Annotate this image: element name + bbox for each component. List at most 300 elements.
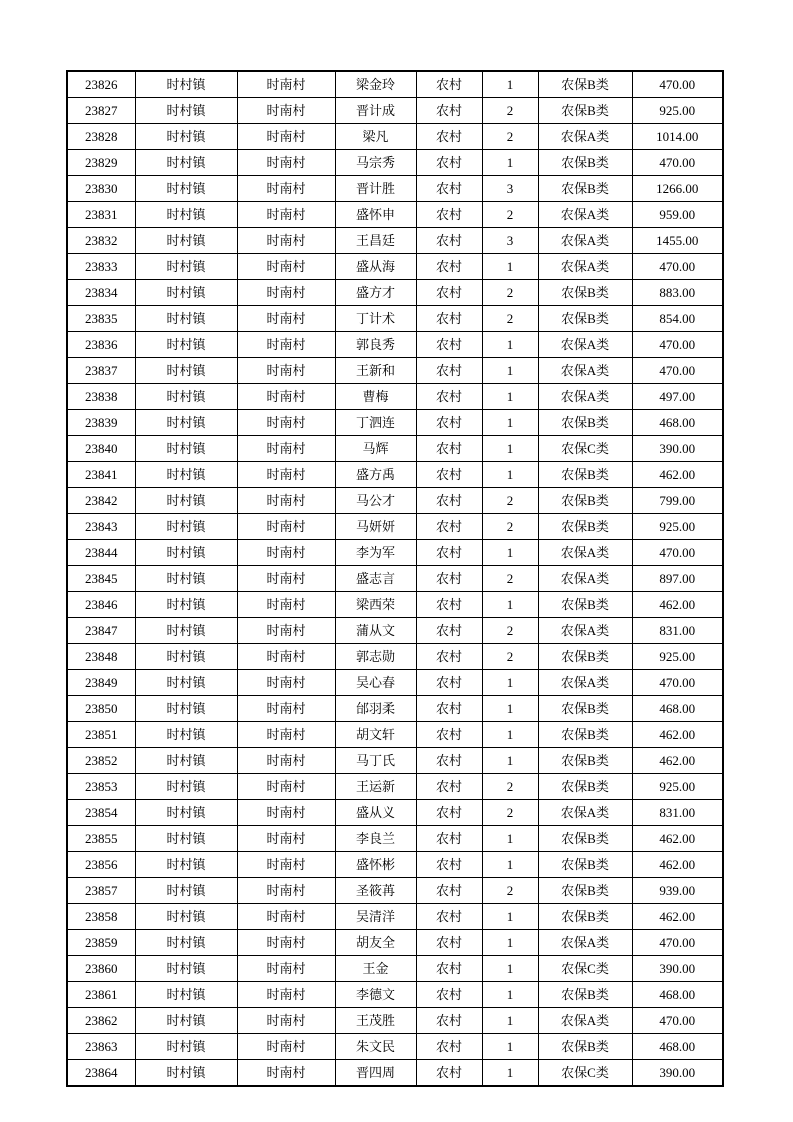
cell-town: 时村镇 — [135, 71, 237, 98]
cell-village: 时南村 — [237, 644, 335, 670]
cell-insurance-category: 农保B类 — [538, 722, 632, 748]
table-row — [67, 124, 723, 150]
cell-town: 时村镇 — [135, 254, 237, 280]
cell-residence-type: 农村 — [416, 1008, 482, 1034]
cell-person-count: 2 — [482, 124, 538, 150]
table-row — [67, 98, 723, 124]
cell-insurance-category: 农保B类 — [538, 514, 632, 540]
cell-insurance-category: 农保B类 — [538, 982, 632, 1008]
cell-amount: 1455.00 — [632, 228, 723, 254]
cell-person-name: 丁泗连 — [335, 410, 416, 436]
cell-insurance-category: 农保B类 — [538, 592, 632, 618]
cell-person-name: 吴清洋 — [335, 904, 416, 930]
cell-amount: 462.00 — [632, 748, 723, 774]
cell-amount: 831.00 — [632, 800, 723, 826]
cell-amount: 470.00 — [632, 930, 723, 956]
cell-amount: 831.00 — [632, 618, 723, 644]
cell-person-name: 盛方禹 — [335, 462, 416, 488]
table-row — [67, 228, 723, 254]
cell-town: 时村镇 — [135, 982, 237, 1008]
cell-residence-type: 农村 — [416, 540, 482, 566]
cell-insurance-category: 农保A类 — [538, 384, 632, 410]
table-row — [67, 748, 723, 774]
cell-village: 时南村 — [237, 670, 335, 696]
cell-residence-type: 农村 — [416, 514, 482, 540]
cell-person-name: 盛方才 — [335, 280, 416, 306]
cell-person-count: 1 — [482, 982, 538, 1008]
cell-village: 时南村 — [237, 1008, 335, 1034]
cell-person-count: 2 — [482, 306, 538, 332]
cell-record-id: 23841 — [67, 462, 135, 488]
cell-person-count: 1 — [482, 436, 538, 462]
cell-town: 时村镇 — [135, 826, 237, 852]
cell-amount: 462.00 — [632, 904, 723, 930]
cell-amount: 925.00 — [632, 644, 723, 670]
cell-person-name: 盛志言 — [335, 566, 416, 592]
cell-amount: 799.00 — [632, 488, 723, 514]
cell-person-count: 1 — [482, 254, 538, 280]
cell-record-id: 23840 — [67, 436, 135, 462]
table-row — [67, 436, 723, 462]
cell-town: 时村镇 — [135, 1034, 237, 1060]
cell-town: 时村镇 — [135, 748, 237, 774]
cell-village: 时南村 — [237, 488, 335, 514]
table-row — [67, 696, 723, 722]
cell-record-id: 23827 — [67, 98, 135, 124]
cell-person-name: 郭志勋 — [335, 644, 416, 670]
cell-residence-type: 农村 — [416, 280, 482, 306]
cell-record-id: 23839 — [67, 410, 135, 436]
table-row — [67, 722, 723, 748]
cell-village: 时南村 — [237, 618, 335, 644]
cell-record-id: 23849 — [67, 670, 135, 696]
cell-village: 时南村 — [237, 280, 335, 306]
cell-insurance-category: 农保B类 — [538, 71, 632, 98]
cell-insurance-category: 农保A类 — [538, 124, 632, 150]
cell-person-name: 朱文民 — [335, 1034, 416, 1060]
cell-village: 时南村 — [237, 1060, 335, 1087]
cell-village: 时南村 — [237, 904, 335, 930]
cell-village: 时南村 — [237, 436, 335, 462]
cell-town: 时村镇 — [135, 150, 237, 176]
table-row — [67, 592, 723, 618]
cell-residence-type: 农村 — [416, 930, 482, 956]
cell-village: 时南村 — [237, 176, 335, 202]
cell-person-name: 晋四周 — [335, 1060, 416, 1087]
cell-amount: 390.00 — [632, 436, 723, 462]
cell-record-id: 23830 — [67, 176, 135, 202]
cell-person-name: 马宗秀 — [335, 150, 416, 176]
cell-person-count: 1 — [482, 540, 538, 566]
cell-village: 时南村 — [237, 592, 335, 618]
cell-village: 时南村 — [237, 150, 335, 176]
cell-town: 时村镇 — [135, 930, 237, 956]
cell-town: 时村镇 — [135, 332, 237, 358]
cell-person-count: 1 — [482, 592, 538, 618]
cell-person-name: 马辉 — [335, 436, 416, 462]
cell-person-name: 郭良秀 — [335, 332, 416, 358]
cell-person-name: 王新和 — [335, 358, 416, 384]
table-row — [67, 358, 723, 384]
cell-amount: 925.00 — [632, 774, 723, 800]
cell-person-name: 马丁氏 — [335, 748, 416, 774]
cell-residence-type: 农村 — [416, 410, 482, 436]
cell-town: 时村镇 — [135, 800, 237, 826]
cell-person-count: 1 — [482, 956, 538, 982]
cell-insurance-category: 农保A类 — [538, 618, 632, 644]
cell-person-count: 1 — [482, 696, 538, 722]
cell-insurance-category: 农保B类 — [538, 696, 632, 722]
cell-amount: 470.00 — [632, 540, 723, 566]
cell-record-id: 23847 — [67, 618, 135, 644]
cell-person-count: 2 — [482, 514, 538, 540]
cell-residence-type: 农村 — [416, 696, 482, 722]
cell-residence-type: 农村 — [416, 71, 482, 98]
cell-insurance-category: 农保A类 — [538, 930, 632, 956]
table-row — [67, 71, 723, 98]
cell-village: 时南村 — [237, 774, 335, 800]
cell-person-count: 3 — [482, 228, 538, 254]
cell-record-id: 23829 — [67, 150, 135, 176]
cell-residence-type: 农村 — [416, 488, 482, 514]
cell-village: 时南村 — [237, 1034, 335, 1060]
cell-person-count: 1 — [482, 826, 538, 852]
table-row — [67, 384, 723, 410]
cell-insurance-category: 农保C类 — [538, 956, 632, 982]
cell-village: 时南村 — [237, 930, 335, 956]
cell-record-id: 23853 — [67, 774, 135, 800]
cell-record-id: 23855 — [67, 826, 135, 852]
cell-person-name: 王金 — [335, 956, 416, 982]
cell-record-id: 23838 — [67, 384, 135, 410]
cell-person-count: 1 — [482, 852, 538, 878]
cell-insurance-category: 农保B类 — [538, 826, 632, 852]
cell-person-count: 1 — [482, 462, 538, 488]
table-row — [67, 774, 723, 800]
cell-village: 时南村 — [237, 228, 335, 254]
cell-insurance-category: 农保B类 — [538, 280, 632, 306]
table-row — [67, 410, 723, 436]
cell-amount: 470.00 — [632, 332, 723, 358]
cell-person-count: 1 — [482, 150, 538, 176]
cell-insurance-category: 农保A类 — [538, 228, 632, 254]
cell-amount: 854.00 — [632, 306, 723, 332]
cell-amount: 468.00 — [632, 410, 723, 436]
cell-village: 时南村 — [237, 956, 335, 982]
table-row — [67, 982, 723, 1008]
cell-record-id: 23859 — [67, 930, 135, 956]
cell-amount: 470.00 — [632, 254, 723, 280]
cell-record-id: 23843 — [67, 514, 135, 540]
cell-record-id: 23836 — [67, 332, 135, 358]
cell-town: 时村镇 — [135, 540, 237, 566]
cell-record-id: 23864 — [67, 1060, 135, 1087]
cell-village: 时南村 — [237, 306, 335, 332]
cell-amount: 470.00 — [632, 358, 723, 384]
cell-insurance-category: 农保A类 — [538, 254, 632, 280]
cell-person-count: 1 — [482, 1008, 538, 1034]
cell-town: 时村镇 — [135, 384, 237, 410]
cell-amount: 390.00 — [632, 1060, 723, 1087]
cell-village: 时南村 — [237, 202, 335, 228]
cell-insurance-category: 农保A类 — [538, 540, 632, 566]
cell-amount: 470.00 — [632, 1008, 723, 1034]
cell-person-count: 2 — [482, 98, 538, 124]
cell-residence-type: 农村 — [416, 176, 482, 202]
cell-person-count: 1 — [482, 930, 538, 956]
cell-residence-type: 农村 — [416, 1060, 482, 1087]
table-row — [67, 930, 723, 956]
cell-village: 时南村 — [237, 384, 335, 410]
cell-amount: 462.00 — [632, 826, 723, 852]
cell-town: 时村镇 — [135, 462, 237, 488]
cell-village: 时南村 — [237, 852, 335, 878]
table-row — [67, 1008, 723, 1034]
cell-record-id: 23834 — [67, 280, 135, 306]
cell-person-count: 1 — [482, 332, 538, 358]
cell-person-name: 晋计胜 — [335, 176, 416, 202]
cell-village: 时南村 — [237, 98, 335, 124]
cell-town: 时村镇 — [135, 202, 237, 228]
table-row — [67, 800, 723, 826]
cell-residence-type: 农村 — [416, 852, 482, 878]
cell-amount: 462.00 — [632, 462, 723, 488]
cell-residence-type: 农村 — [416, 306, 482, 332]
cell-insurance-category: 农保B类 — [538, 904, 632, 930]
table-row — [67, 332, 723, 358]
cell-person-name: 盛从海 — [335, 254, 416, 280]
cell-insurance-category: 农保B类 — [538, 176, 632, 202]
cell-village: 时南村 — [237, 71, 335, 98]
cell-town: 时村镇 — [135, 228, 237, 254]
cell-person-count: 1 — [482, 384, 538, 410]
table-body — [67, 71, 723, 1086]
cell-amount: 925.00 — [632, 514, 723, 540]
cell-insurance-category: 农保B类 — [538, 98, 632, 124]
cell-person-name: 梁西荣 — [335, 592, 416, 618]
cell-amount: 468.00 — [632, 982, 723, 1008]
cell-amount: 1014.00 — [632, 124, 723, 150]
cell-insurance-category: 农保A类 — [538, 202, 632, 228]
table-row — [67, 826, 723, 852]
cell-record-id: 23842 — [67, 488, 135, 514]
cell-person-name: 丁计术 — [335, 306, 416, 332]
cell-town: 时村镇 — [135, 878, 237, 904]
cell-person-count: 2 — [482, 488, 538, 514]
cell-insurance-category: 农保C类 — [538, 1060, 632, 1087]
cell-person-name: 胡文轩 — [335, 722, 416, 748]
cell-amount: 462.00 — [632, 592, 723, 618]
cell-residence-type: 农村 — [416, 228, 482, 254]
cell-person-count: 2 — [482, 202, 538, 228]
cell-person-name: 王茂胜 — [335, 1008, 416, 1034]
cell-person-name: 蒲从文 — [335, 618, 416, 644]
cell-town: 时村镇 — [135, 1060, 237, 1087]
cell-record-id: 23852 — [67, 748, 135, 774]
cell-residence-type: 农村 — [416, 462, 482, 488]
cell-person-count: 2 — [482, 280, 538, 306]
cell-insurance-category: 农保B类 — [538, 306, 632, 332]
cell-insurance-category: 农保B类 — [538, 774, 632, 800]
cell-record-id: 23846 — [67, 592, 135, 618]
table-row — [67, 566, 723, 592]
cell-person-name: 吴心春 — [335, 670, 416, 696]
cell-amount: 883.00 — [632, 280, 723, 306]
cell-record-id: 23863 — [67, 1034, 135, 1060]
cell-town: 时村镇 — [135, 410, 237, 436]
cell-amount: 497.00 — [632, 384, 723, 410]
cell-amount: 462.00 — [632, 852, 723, 878]
cell-person-count: 1 — [482, 748, 538, 774]
cell-town: 时村镇 — [135, 566, 237, 592]
cell-record-id: 23860 — [67, 956, 135, 982]
cell-amount: 939.00 — [632, 878, 723, 904]
cell-residence-type: 农村 — [416, 332, 482, 358]
cell-town: 时村镇 — [135, 1008, 237, 1034]
cell-insurance-category: 农保B类 — [538, 488, 632, 514]
cell-insurance-category: 农保C类 — [538, 436, 632, 462]
cell-residence-type: 农村 — [416, 904, 482, 930]
cell-town: 时村镇 — [135, 904, 237, 930]
cell-record-id: 23856 — [67, 852, 135, 878]
table-row — [67, 462, 723, 488]
cell-residence-type: 农村 — [416, 592, 482, 618]
cell-residence-type: 农村 — [416, 644, 482, 670]
cell-town: 时村镇 — [135, 514, 237, 540]
cell-insurance-category: 农保A类 — [538, 566, 632, 592]
cell-town: 时村镇 — [135, 306, 237, 332]
table-row — [67, 202, 723, 228]
cell-person-count: 1 — [482, 71, 538, 98]
table-row — [67, 540, 723, 566]
table-row — [67, 852, 723, 878]
cell-person-count: 1 — [482, 722, 538, 748]
cell-record-id: 23832 — [67, 228, 135, 254]
table-row — [67, 280, 723, 306]
cell-amount: 470.00 — [632, 150, 723, 176]
cell-record-id: 23851 — [67, 722, 135, 748]
cell-residence-type: 农村 — [416, 722, 482, 748]
cell-residence-type: 农村 — [416, 150, 482, 176]
cell-insurance-category: 农保B类 — [538, 410, 632, 436]
cell-person-name: 盛怀申 — [335, 202, 416, 228]
cell-residence-type: 农村 — [416, 878, 482, 904]
cell-insurance-category: 农保A类 — [538, 358, 632, 384]
cell-residence-type: 农村 — [416, 618, 482, 644]
cell-village: 时南村 — [237, 982, 335, 1008]
cell-insurance-category: 农保B类 — [538, 878, 632, 904]
table-row — [67, 618, 723, 644]
table-row — [67, 956, 723, 982]
cell-village: 时南村 — [237, 566, 335, 592]
cell-amount: 1266.00 — [632, 176, 723, 202]
cell-record-id: 23858 — [67, 904, 135, 930]
cell-record-id: 23833 — [67, 254, 135, 280]
cell-insurance-category: 农保B类 — [538, 150, 632, 176]
cell-insurance-category: 农保B类 — [538, 748, 632, 774]
cell-amount: 462.00 — [632, 722, 723, 748]
cell-person-count: 1 — [482, 904, 538, 930]
cell-insurance-category: 农保A类 — [538, 800, 632, 826]
cell-town: 时村镇 — [135, 644, 237, 670]
cell-amount: 897.00 — [632, 566, 723, 592]
table-row — [67, 904, 723, 930]
cell-person-count: 2 — [482, 618, 538, 644]
cell-record-id: 23861 — [67, 982, 135, 1008]
cell-residence-type: 农村 — [416, 436, 482, 462]
table-row — [67, 150, 723, 176]
cell-town: 时村镇 — [135, 592, 237, 618]
cell-record-id: 23850 — [67, 696, 135, 722]
table-row — [67, 878, 723, 904]
cell-residence-type: 农村 — [416, 358, 482, 384]
cell-record-id: 23844 — [67, 540, 135, 566]
cell-village: 时南村 — [237, 462, 335, 488]
cell-village: 时南村 — [237, 800, 335, 826]
table-row — [67, 176, 723, 202]
cell-town: 时村镇 — [135, 618, 237, 644]
cell-village: 时南村 — [237, 332, 335, 358]
cell-person-count: 2 — [482, 800, 538, 826]
cell-town: 时村镇 — [135, 176, 237, 202]
cell-person-name: 马公才 — [335, 488, 416, 514]
cell-record-id: 23826 — [67, 71, 135, 98]
table-row — [67, 644, 723, 670]
cell-village: 时南村 — [237, 514, 335, 540]
cell-residence-type: 农村 — [416, 566, 482, 592]
cell-village: 时南村 — [237, 254, 335, 280]
cell-town: 时村镇 — [135, 956, 237, 982]
cell-amount: 390.00 — [632, 956, 723, 982]
cell-town: 时村镇 — [135, 774, 237, 800]
cell-insurance-category: 农保B类 — [538, 462, 632, 488]
cell-insurance-category: 农保B类 — [538, 852, 632, 878]
cell-town: 时村镇 — [135, 124, 237, 150]
table-row — [67, 306, 723, 332]
cell-person-name: 马妍妍 — [335, 514, 416, 540]
cell-record-id: 23845 — [67, 566, 135, 592]
cell-amount: 470.00 — [632, 670, 723, 696]
cell-residence-type: 农村 — [416, 1034, 482, 1060]
cell-town: 时村镇 — [135, 280, 237, 306]
cell-person-name: 盛从义 — [335, 800, 416, 826]
cell-record-id: 23831 — [67, 202, 135, 228]
cell-village: 时南村 — [237, 748, 335, 774]
cell-person-count: 2 — [482, 644, 538, 670]
cell-person-name: 梁凡 — [335, 124, 416, 150]
cell-residence-type: 农村 — [416, 202, 482, 228]
cell-record-id: 23857 — [67, 878, 135, 904]
cell-insurance-category: 农保B类 — [538, 644, 632, 670]
cell-person-name: 邰羽柔 — [335, 696, 416, 722]
cell-record-id: 23848 — [67, 644, 135, 670]
cell-record-id: 23835 — [67, 306, 135, 332]
cell-amount: 468.00 — [632, 1034, 723, 1060]
payment-roster-table — [66, 70, 724, 1087]
cell-town: 时村镇 — [135, 852, 237, 878]
cell-record-id: 23862 — [67, 1008, 135, 1034]
cell-amount: 925.00 — [632, 98, 723, 124]
cell-town: 时村镇 — [135, 358, 237, 384]
cell-town: 时村镇 — [135, 436, 237, 462]
cell-person-name: 胡友全 — [335, 930, 416, 956]
cell-person-name: 盛怀彬 — [335, 852, 416, 878]
cell-person-name: 曹梅 — [335, 384, 416, 410]
cell-insurance-category: 农保A类 — [538, 1008, 632, 1034]
cell-person-count: 1 — [482, 1060, 538, 1087]
cell-person-name: 李为军 — [335, 540, 416, 566]
cell-amount: 959.00 — [632, 202, 723, 228]
